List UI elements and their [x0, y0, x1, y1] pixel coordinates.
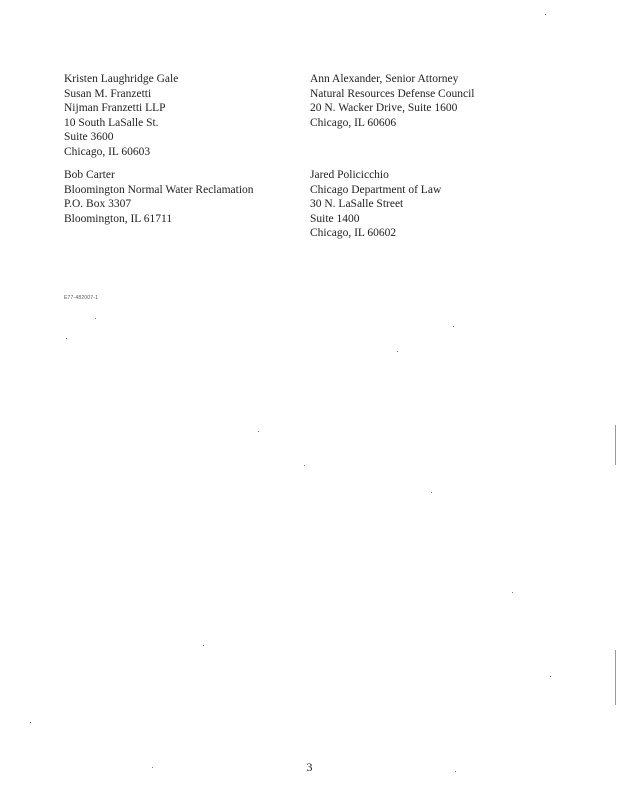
address-line: Suite 1400	[310, 212, 360, 225]
scan-speck	[545, 14, 546, 15]
page-number: 3	[306, 760, 313, 774]
address-line: Suite 3600	[64, 131, 114, 144]
address-block-bloomington-normal	[64, 168, 254, 226]
address-line: Kristen Laughridge Gale	[64, 73, 179, 85]
scan-edge-mark	[615, 425, 616, 465]
document-id: E77-482007-1	[64, 295, 99, 301]
address-line: Bloomington Normal Water Reclamation	[64, 183, 254, 196]
address-line: Natural Resources Defense Council	[310, 87, 475, 100]
address-line: 10 South LaSalle St.	[64, 116, 159, 129]
scan-speck	[512, 592, 513, 593]
scan-speck	[455, 771, 456, 772]
address-line: 20 N. Wacker Drive, Suite 1600	[310, 102, 458, 115]
address-line: Nijman Franzetti LLP	[64, 102, 166, 115]
address-line: Chicago, IL 60603	[64, 145, 151, 158]
scan-speck	[304, 465, 305, 466]
address-block-nijman-franzetti	[64, 72, 178, 160]
address-line: P.O. Box 3307	[64, 198, 132, 211]
address-line: Susan M. Franzetti	[64, 87, 152, 100]
address-line: Jared Policicchio	[310, 169, 389, 181]
address-line: Chicago Department of Law	[310, 183, 442, 196]
scan-edge-mark	[615, 650, 616, 705]
address-block-chicago-law	[310, 168, 441, 241]
address-line: Bob Carter	[64, 169, 115, 181]
address-block-nrdc	[310, 72, 474, 130]
scan-speck	[453, 326, 454, 327]
address-line: 30 N. LaSalle Street	[310, 198, 404, 211]
scan-speck	[258, 431, 259, 432]
scan-speck	[203, 645, 204, 646]
scan-speck	[152, 767, 153, 768]
scan-speck	[66, 338, 67, 339]
scan-speck	[431, 492, 432, 493]
address-line: Bloomington, IL 61711	[64, 212, 173, 225]
scan-speck	[95, 318, 96, 319]
address-line: Chicago, IL 60602	[310, 227, 397, 240]
address-line: Ann Alexander, Senior Attorney	[310, 73, 459, 85]
address-line: Chicago, IL 60606	[310, 116, 397, 129]
scan-speck	[550, 676, 551, 677]
scan-speck	[397, 351, 398, 352]
scan-speck	[30, 722, 31, 723]
